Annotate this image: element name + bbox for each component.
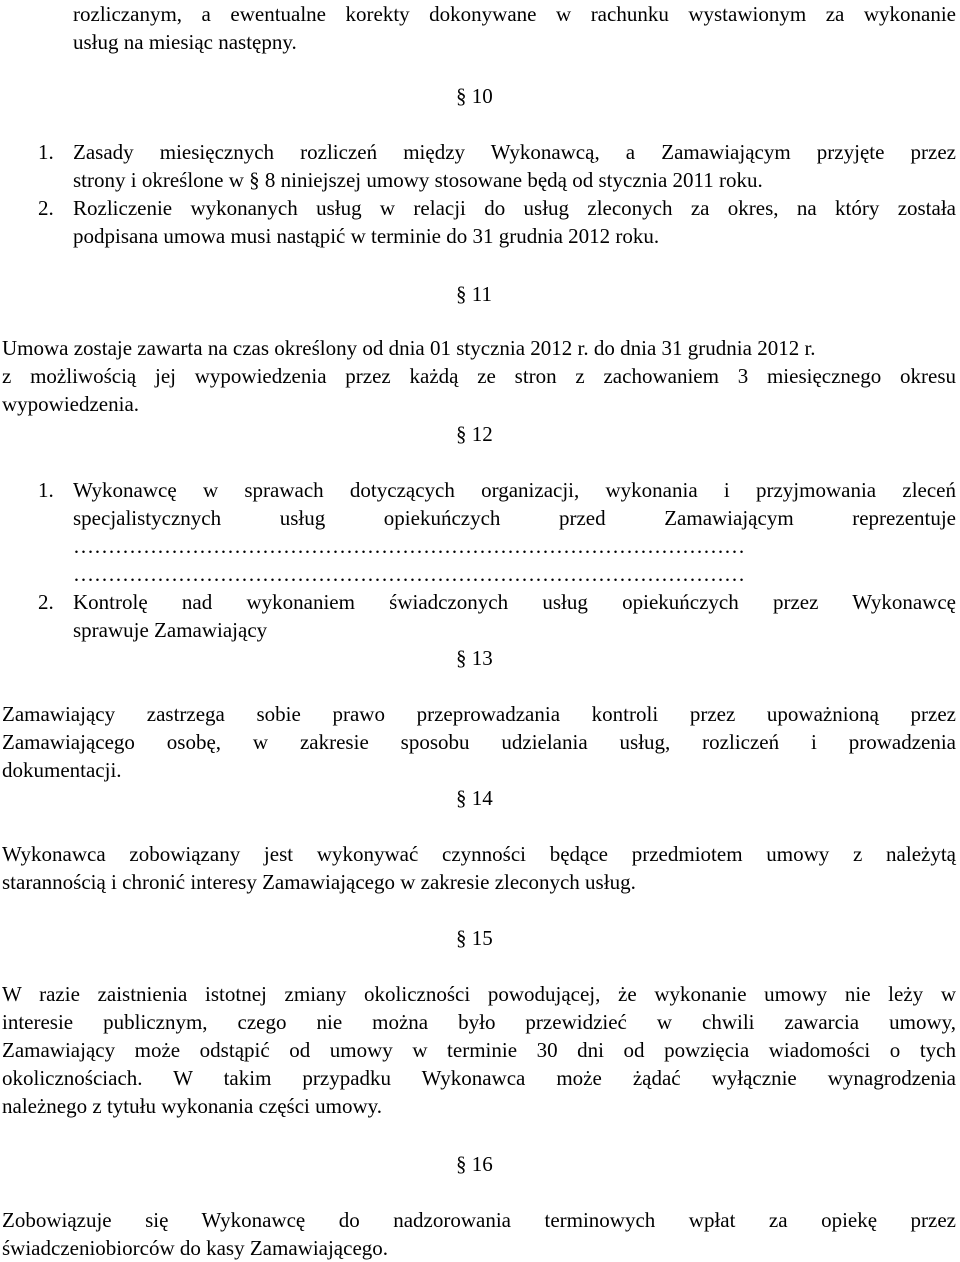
paragraph-line: Zobowiązuje się Wykonawcę do nadzorowania terminowych wpłat za opiekę przez	[2, 1208, 956, 1232]
paragraph-line: Rozliczenie wykonanych usług w relacji do usług zleconych za okres, na który została	[73, 196, 956, 220]
paragraph-line: okolicznościach. W takim przypadku Wykonawca może żądać wyłącznie wynagrodzenia	[2, 1066, 956, 1090]
item-number: 2.	[38, 590, 54, 614]
paragraph-line: interesie publicznym, czego nie można było przewidzieć w chwili zawarcia umowy,	[2, 1010, 956, 1034]
section-11-heading: § 11	[456, 282, 492, 306]
paragraph-line: z możliwością jej wypowiedzenia przez każdą ze stron z zachowaniem 3 miesięcznego okresu	[2, 364, 956, 388]
paragraph-line: rozliczanym, a ewentualne korekty dokonywane w rachunku wystawionym za wykonanie	[73, 2, 956, 26]
paragraph-line: Wykonawcę w sprawach dotyczących organizacji, wykonania i przyjmowania zleceń	[73, 478, 956, 502]
paragraph-line: Umowa zostaje zawarta na czas określony od dnia 01 stycznia 2012 r. do dnia 31 grudnia 2012 r.	[2, 336, 816, 360]
section-12-heading: § 12	[456, 422, 493, 446]
section-14-heading: § 14	[456, 786, 493, 810]
paragraph-line: Kontrolę nad wykonaniem świadczonych usług opiekuńczych przez Wykonawcę	[73, 590, 956, 614]
placeholder-dots: ……………………………………………………………………………………	[73, 562, 745, 586]
section-13-heading: § 13	[456, 646, 493, 670]
paragraph-line: wypowiedzenia.	[2, 392, 140, 416]
paragraph-line: Zamawiający zastrzega sobie prawo przeprowadzania kontroli przez upoważnioną przez	[2, 702, 956, 726]
section-16-heading: § 16	[456, 1152, 493, 1176]
paragraph-line: strony i określone w § 8 niniejszej umowy stosowane będą od stycznia 2011 roku.	[73, 168, 763, 192]
item-number: 2.	[38, 196, 54, 220]
item-number: 1.	[38, 140, 54, 164]
paragraph-line: podpisana umowa musi nastąpić w terminie do 31 grudnia 2012 roku.	[73, 224, 660, 248]
paragraph-line: świadczeniobiorców do kasy Zamawiającego.	[2, 1236, 389, 1260]
paragraph-line: dokumentacji.	[2, 758, 122, 782]
paragraph-line: starannością i chronić interesy Zamawiającego w zakresie zleconych usług.	[2, 870, 636, 894]
paragraph-line: W razie zaistnienia istotnej zmiany okoliczności powodującej, że wykonanie umowy nie leży w	[2, 982, 956, 1006]
paragraph-line: usług na miesiąc następny.	[73, 30, 297, 54]
paragraph-line: należnego z tytułu wykonania części umowy.	[2, 1094, 383, 1118]
paragraph-line: sprawuje Zamawiający	[73, 618, 268, 642]
paragraph-line: specjalistycznych usług opiekuńczych przed Zamawiającym reprezentuje	[73, 506, 956, 530]
section-15-heading: § 15	[456, 926, 493, 950]
paragraph-line: Wykonawca zobowiązany jest wykonywać czynności będące przedmiotem umowy z należytą	[2, 842, 956, 866]
paragraph-line: Zamawiającego osobę, w zakresie sposobu udzielania usług, rozliczeń i prowadzenia	[2, 730, 956, 754]
paragraph-line: Zasady miesięcznych rozliczeń między Wykonawcą, a Zamawiającym przyjęte przez	[73, 140, 956, 164]
placeholder-dots: ……………………………………………………………………………………	[73, 534, 745, 558]
section-10-heading: § 10	[456, 84, 493, 108]
paragraph-line: Zamawiający może odstąpić od umowy w terminie 30 dni od powzięcia wiadomości o tych	[2, 1038, 956, 1062]
item-number: 1.	[38, 478, 54, 502]
